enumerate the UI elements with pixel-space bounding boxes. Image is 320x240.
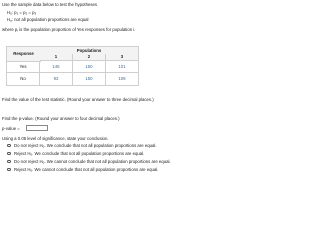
option-label[interactable]: Reject $H_0$. We conclude that not all population proportions are equal. <box>14 151 145 157</box>
table-cell: 109 <box>118 76 126 82</box>
table-cell: 145 <box>40 61 73 73</box>
where-text: where $p_i$ is the population proportion of Yes responses for population i. <box>2 27 136 33</box>
option-label[interactable]: Do not reject $H_0$. We cannot conclude that not all population proportions are equal. <box>14 159 171 165</box>
column-header: 2 <box>73 54 106 61</box>
option-radio[interactable] <box>7 168 11 172</box>
table-cell: 101 <box>106 61 138 73</box>
row-label: No <box>7 73 40 85</box>
null-hypothesis: $H_0$: $p_1 = p_2 = p_3$ <box>7 10 37 16</box>
data-table <box>6 46 139 86</box>
row-label: Yes <box>7 61 40 73</box>
p-value-label: p-value = <box>2 125 20 131</box>
p-value-input[interactable] <box>26 125 48 131</box>
response-header: Response <box>7 47 41 62</box>
option-radio[interactable] <box>7 152 11 156</box>
column-header: 1 <box>40 54 73 61</box>
populations-header: Populations <box>40 47 138 55</box>
table-cell: 150 <box>73 61 106 73</box>
option-radio[interactable] <box>7 160 11 164</box>
question-page <box>0 0 200 174</box>
option-label[interactable]: Reject $H_0$. We cannot conclude that not all population proportions are equal. <box>14 167 159 173</box>
alternative-hypothesis: $H_a$: not all population proportions are equal <box>7 17 89 23</box>
intro-text: Use the sample data below to test the hypotheses <box>2 2 98 7</box>
p-value-question: Find the p-value. (Round your answer to four decimal places.) <box>2 116 120 121</box>
option-radio[interactable] <box>7 144 11 148</box>
column-header: 3 <box>106 54 138 61</box>
table-cell: 93 <box>40 73 73 85</box>
table-cell: 150 <box>73 73 106 85</box>
test-statistic-question: Find the value of the test statistic. (Round your answer to three decimal places.) <box>2 97 154 102</box>
option-label[interactable]: Do not reject $H_0$. We conclude that not all population proportions are equal. <box>14 143 157 149</box>
significance-text: Using a 0.05 level of significance, state your conclusion. <box>2 136 109 141</box>
